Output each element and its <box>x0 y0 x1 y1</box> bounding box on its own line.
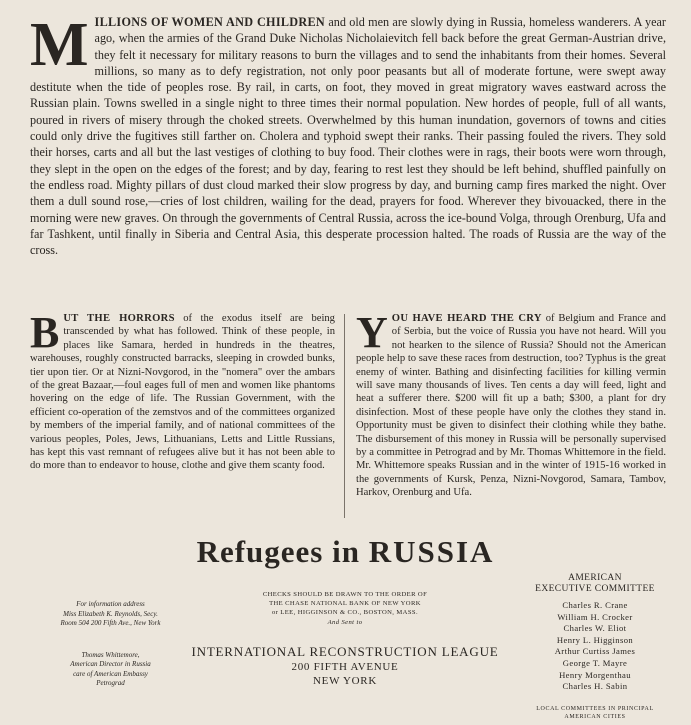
committee-member-list <box>520 600 670 693</box>
league-name: INTERNATIONAL RECONSTRUCTION LEAGUE <box>191 644 499 659</box>
left-dropcap: B <box>30 308 60 357</box>
intro-paragraph <box>30 11 666 258</box>
committee-member: Henry Morgenthau <box>559 669 631 680</box>
director-line-1: Thomas Whittemore, <box>81 650 140 659</box>
director-line-4: Petrograd <box>96 679 125 687</box>
right-dropcap: Y <box>356 308 388 357</box>
right-lead: OU HAVE HEARD THE CRY <box>391 313 542 324</box>
committee-member: Charles R. Crane <box>562 600 628 610</box>
info-line-3: Room 504 200 Fifth Ave., New York <box>60 619 161 627</box>
intro-dropcap: M <box>30 11 89 79</box>
title-part2: RUSSIA <box>368 534 495 569</box>
league-address-1: 200 FIFTH AVENUE <box>291 661 399 673</box>
checks-line-4: And Sent to <box>327 618 363 626</box>
league-address-2: NEW YORK <box>313 675 377 687</box>
committee-member: Arthur Curtiss James <box>554 646 636 657</box>
contact-info <box>28 600 193 689</box>
info-address-block <box>28 600 193 629</box>
checks-instructions <box>215 590 475 627</box>
intro-text: and old men are slowly dying in Russia, homeless wanderers. A year ago, when the armies of the Grand Duke Nicholas Nicholaievitch fell back before the great German-Austrian drive, they felt it necessary for military reasons to burn the villages and to send the inhabitants from their homes. Several millions, so many as to defy registration, not only poor peasants but all of moderate fortune, were swept away destitute when the tide of peoples rose. By rail, in carts, on foot, they moved in great migratory waves eastward across the Russian plain. Towns swelled in a single night to three times their normal population. New hordes of people, full of all wants, poured in rivers of misery through the choked streets. Overwhelmed by this human inundation, governors of towns and cities could only drive the fugitives still farther on. Cholera and typhoid swept their ranks. Their passing fouled the rivers. They sold their horses, carts and all but the last vestiges of clothing to buy food. Their clothes were in rags, their boots were worn through, they slept in the open on the edges of the forest; and by day, fearing to rest lest they should be left behind, shuffled painfully on the endless road. Mighty pillars of dust cloud marked their slow progress by day, and burning camp fires marked the night. Over them a dull sound rose,—cries of lost children, wailing for the dead, prayers for food. Wherever they bivouacked, there in the morning were new graves. On through the governments of Central Russia, across the ice-bound Volga, through Orenburg, Ufa and far Tashkent, until finally in Siberia and Central Asia, this desperate procession halted. The roads of Russia are the way of the cross. <box>30 15 666 258</box>
checks-line-3: or LEE, HIGGINSON & CO., BOSTON, MASS. <box>271 609 419 617</box>
checks-line-2: THE CHASE NATIONAL BANK OF NEW YORK <box>269 600 421 608</box>
committee-heading-2: EXECUTIVE COMMITTEE <box>535 584 655 594</box>
league-block <box>170 644 520 688</box>
director-block <box>28 651 193 689</box>
intro-lead: ILLIONS OF WOMEN AND CHILDREN <box>94 15 326 29</box>
poster-title <box>0 532 691 572</box>
director-line-3: care of American Embassy <box>73 669 148 678</box>
committee-heading-1: AMERICAN <box>568 573 622 583</box>
title-part1: Refugees in <box>196 534 369 569</box>
committee-member: Henry L. Higginson <box>556 634 634 645</box>
right-column <box>356 308 666 500</box>
executive-committee <box>520 573 670 721</box>
right-text: of Belgium and France and of Serbia, but the voice of Russia you have not heard. Will you not hearken to the silence of Russia? Should not the American people help to save these races from destruction, too? Typhus is the great enemy of winter. Bathing and disinfecting facilities for killing vermin will save many thousands of lives. Ten cents a day will feed, light and heat a sufferer there. $200 will fit up a bath; $300, a plant for dry disinfection. Most of these people have only the clothes they stand in. Opportunity must be given to disinfect their clothing while they bathe. The disbursement of this money in Russia will be personally supervised by a committee in Petrograd and by Mr. Thomas Whittemore in the field. Mr. Whittemore speaks Russian and in the winter of 1915-16 worked in the governments of Kursk, Penza, Nizni-Novgorod, Samara, Tambov, Harkov, Orenburg and Ufa. <box>356 313 666 499</box>
committee-member: William H. Crocker <box>557 611 633 622</box>
checks-line-1: CHECKS SHOULD BE DRAWN TO THE ORDER OF <box>262 591 428 598</box>
info-line-1: For information address <box>76 600 145 608</box>
left-column <box>30 308 335 473</box>
committee-member: George T. Mayre <box>562 657 628 668</box>
committee-member: Charles H. Sabin <box>562 681 628 692</box>
left-lead: UT THE HORRORS <box>63 313 175 324</box>
committee-member: Charles W. Eliot <box>563 623 627 634</box>
director-line-2: American Director in Russia <box>70 660 151 668</box>
info-line-2: Miss Elizabeth K. Reynolds, Secy. <box>63 609 158 618</box>
local-committees-line-1: LOCAL COMMITTEES IN PRINCIPAL <box>536 705 654 712</box>
column-divider <box>344 314 345 518</box>
left-text: of the exodus itself are being transcended by what has followed. Think of these people, in places like Samara, herded in hundreds in the theatres, warehouses, roughly constructed barracks, sleeping in crowded bunks, tier upon tier. Or at Nizni-Novgorod, in the "nomera" over the ambars of the great Bazaar,—foul eages full of men and women like phantoms hovering on the edge of life. The Russian Government, with the efficient co-operation of the zemstvos and of the committees organized by members of the imperial family, and of national committees of the various peoples, Poles, Jews, Lithuanians, Letts and Little Russians, has kept this vast remnant of refugees alive but it has not been able to do more than to endeavor to house, clothe and give them scanty food. <box>30 313 335 472</box>
local-committees-line-2: AMERICAN CITIES <box>564 713 626 720</box>
